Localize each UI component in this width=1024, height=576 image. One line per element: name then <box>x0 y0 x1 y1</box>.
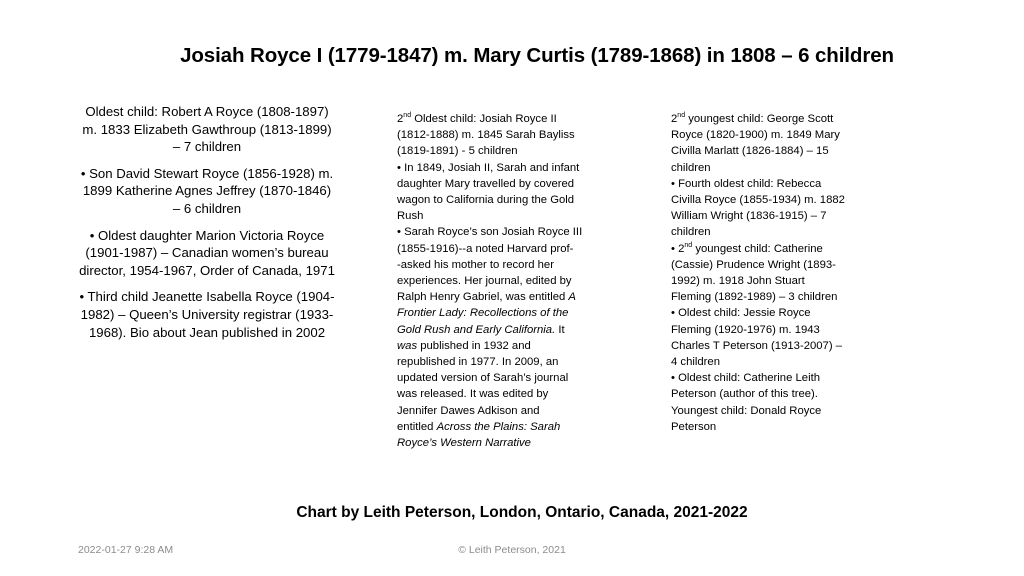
middle-line: experiences. Her journal, edited by <box>397 275 572 288</box>
right-line: • 2nd youngest child: Catherine <box>671 241 823 255</box>
middle-line: Jennifer Dawes Adkison and <box>397 404 540 417</box>
middle-line: republished in 1977. In 2009, an <box>397 356 559 369</box>
middle-line: was published in 1932 and <box>397 339 531 352</box>
footer-copyright: © Leith Peterson, 2021 <box>458 544 566 556</box>
left-paragraph-jeanette-royce: • Third child Jeanette Isabella Royce (1904-1982) – Queen’s University registrar (1933-1968). Bio about Jean published in 2002 <box>79 289 335 340</box>
middle-column <box>397 111 625 451</box>
right-column <box>671 111 891 435</box>
middle-line: entitled Across the Plains: Sarah <box>397 420 561 433</box>
middle-line: Gold Rush and Early California. It <box>397 323 565 336</box>
footer-date: 2022-01-27 9:28 AM <box>78 544 174 556</box>
left-paragraph-marion-royce: • Oldest daughter Marion Victoria Royce (1901-1987) – Canadian women’s bureau director, 1954-1967, Order of Canada, 1971 <box>79 227 335 278</box>
right-line: Fleming (1920-1976) m. 1943 <box>671 323 820 336</box>
right-line: Peterson (author of this tree). <box>671 388 818 401</box>
right-line: Fleming (1892-1989) – 3 children <box>671 291 838 304</box>
book-title-italic: A <box>568 291 576 304</box>
middle-line: (1855-1916)--a noted Harvard prof- <box>397 242 574 255</box>
book-title-italic: Across the Plains: Sarah <box>436 420 561 433</box>
middle-line: Ralph Henry Gabriel, was entitled A <box>397 291 576 304</box>
left-paragraph-david-royce: • Son David Stewart Royce (1856-1928) m. 1899 Katherine Agnes Jeffrey (1870-1846) – 6 children <box>80 165 334 216</box>
left-paragraph-robert-royce: Oldest child: Robert A Royce (1808-1897) m. 1833 Elizabeth Gawthroup (1813-1899) – 7 children <box>82 104 332 155</box>
right-line: • Oldest child: Jessie Royce <box>671 307 811 320</box>
right-line: Youngest child: Donald Royce <box>671 404 822 417</box>
right-line: 2nd youngest child: George Scott <box>671 112 834 125</box>
middle-line: • In 1849, Josiah II, Sarah and infant <box>397 161 580 174</box>
right-line: children <box>671 161 711 174</box>
middle-line: 2nd Oldest child: Josiah Royce II <box>397 112 557 125</box>
right-line: • Fourth oldest child: Rebecca <box>671 177 822 190</box>
right-line: Charles T Peterson (1913-2007) – <box>671 339 843 352</box>
right-line: Civilla Marlatt (1826-1884) – 15 <box>671 145 829 158</box>
emphasis-italic: was <box>397 339 418 352</box>
middle-line: was released. It was edited by <box>397 388 549 401</box>
book-title-italic: Royce’s Western Narrative <box>397 437 531 450</box>
right-line: Civilla Royce (1855-1934) m. 1882 <box>671 194 845 207</box>
left-column <box>78 103 336 350</box>
right-line: (Cassie) Prudence Wright (1893- <box>671 258 836 271</box>
middle-line: updated version of Sarah’s journal <box>397 372 569 385</box>
right-line: 4 children <box>671 356 720 369</box>
right-line: 1992) m. 1918 John Stuart <box>671 275 805 288</box>
middle-line: wagon to California during the Gold <box>397 194 575 207</box>
book-title-italic: Frontier Lady: Recollections of the <box>397 307 569 320</box>
right-line: • Oldest child: Catherine Leith <box>671 372 821 385</box>
right-line: Royce (1820-1900) m. 1849 Mary <box>671 129 840 142</box>
right-line: children <box>671 226 711 239</box>
middle-line: (1812-1888) m. 1845 Sarah Bayliss <box>397 129 575 142</box>
right-line: Peterson <box>671 420 717 433</box>
middle-line: • Sarah Royce’s son Josiah Royce III <box>397 226 583 239</box>
right-line: William Wright (1836-1915) – 7 <box>671 210 827 223</box>
chart-credit: Chart by Leith Peterson, London, Ontario, Canada, 2021-2022 <box>296 504 748 521</box>
book-title-italic: Gold Rush and Early California. <box>397 323 556 336</box>
middle-line: Rush <box>397 210 424 223</box>
middle-line: daughter Mary travelled by covered <box>397 177 575 190</box>
slide-title: Josiah Royce I (1779-1847) m. Mary Curtis (1789-1868) in 1808 – 6 children <box>180 44 894 67</box>
middle-line: -asked his mother to record her <box>397 258 554 271</box>
middle-line: (1819-1891) - 5 children <box>397 145 518 158</box>
